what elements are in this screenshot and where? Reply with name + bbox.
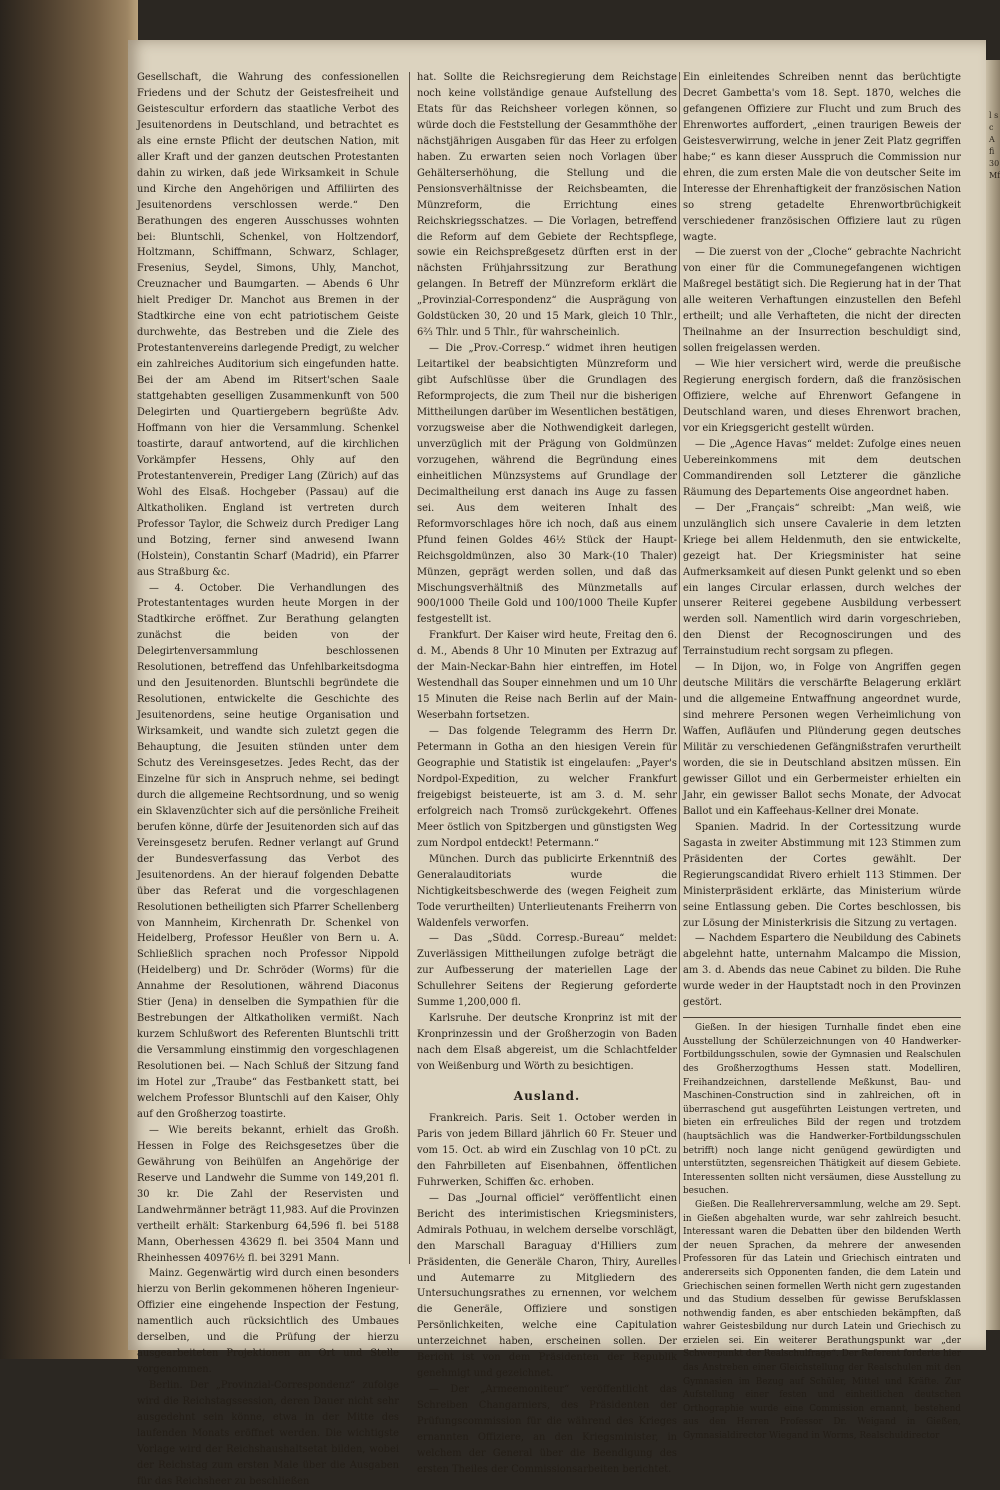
section-divider: [683, 1017, 961, 1018]
paragraph: Spanien. Madrid. In der Cortessitzung wurde Sagasta in zweiter Abstimmung mit 123 Stimmen zum Präsidenten der Cortes gewählt. Der Regierungscandidat Rivero erhielt 113 Stimmen. Der Ministerpräsident erklärte, das Ministerium würde seine Entlassung geben. Die Cortes beschlossen, bis zur Lösung der Ministerkrisis die Sitzung zu vertagen.: [683, 821, 961, 929]
paragraph: — Das „Journal officiel“ veröffentlicht einen Bericht des interimistischen Kriegsministers, Admirals Pothuau, in welchem derselbe vorschlägt, den Marschall Baraguay d'Hilliers zum Präsidenten, die Generäle Charon, Thiry, Aurelles und Autemarre zu Mitgliedern des Untersuchungsrathes zu ernennen, vor welchem die Generäle, Offiziere und sonstigen Persönlichkeiten, welche eine Capitulation unterzeichnet haben, erscheinen sollen. Der Bericht ist von dem Präsidenten der Republik genehmigt und gezeichnet.: [417, 1192, 677, 1380]
paragraph: Gesellschaft, die Wahrung des confessionellen Friedens und der Schutz der Geistesfreiheit und Geistescultur erfordern das staatliche Verbot des Jesuitenordens in Deutschland, und betrachtet es als eine ernste Pflicht der deutschen Nation, mit aller Kraft und der ganzen deutschen Protestanten dahin zu wirken, daß jede Wirksamkeit in Schule und Kirche den Angehörigen und Affiliirten des Jesuitenordens verschlossen werde.“ Den Berathungen des engeren Ausschusses wohnten bei: Bluntschli, Schenkel, von Holtzendorf, Holtzmann, Schiffmann, Schwarz, Schlager, Fresenius, Seydel, Simons, Uhly, Manchot, Creuznacher und Baumgarten. — Abends 6 Uhr hielt Prediger Dr. Manchot aus Bremen in der Stadtkirche eine von echt patriotischem Geiste durchwehte, das Bestreben und die Ziele des Protestantenvereins darlegende Predigt, zu welcher ein zahlreiches Auditorium sich eingefunden hatte. Bei der am Abend im Ritsert'schen Saale stattgehabten geselligen Zusammenkunft von 500 Delegirten und Quartiergebern begrüßte Adv. Hoffmann von hier die Versammlung. Schenkel toastirte, darauf antwortend, auf die kirchlichen Vorkämpfer Hessens, Ohly auf den Protestantenverein, Prediger Lang (Zürich) auf das Wohl des Elsaß. Hochgeber (Passau) auf die Altkatholiken. England ist vertreten durch Professor Taylor, die Schweiz durch Prediger Lang und Botzing, ferner sind anwesend Iwann (Holstein), Constantin Scharf (Madrid), ein Pfarrer aus Straßburg &c.: [137, 72, 399, 578]
paragraph: — Wie bereits bekannt, erhielt das Großh. Hessen in Folge des Reichsgesetzes über die Gewährung von Beihülfen an Angehörige der Reserve und Landwehr die Summe von 149,201 fl. 30 kr. Die Zahl der Reservisten und Landwehrmänner beträgt 11,983. Auf die Provinzen vertheilt erhält: Starkenburg 64,596 fl. bei 5188 Mann, Oberhessen 43629 fl. bei 3504 Mann und Rheinhessen 40976½ fl. bei 3291 Mann.: [137, 1124, 399, 1264]
paragraph: — Der „Armeemoniteur“ veröffentlicht das Schreiben Changarniers, des Präsidenten der Prüfungscommission für die während des Krieges ernannten Offiziere, an den Kriegsminister, in welchem der General über die Beendigung des ersten Theiles der Commissionsarbeiten berichtet.: [417, 1384, 677, 1475]
paragraph: Frankfurt. Der Kaiser wird heute, Freitag den 6. d. M., Abends 8 Uhr 10 Minuten per Extrazug auf der Main-Neckar-Bahn hier eintreffen, im Hotel Westendhall das Souper einnehmen und um 10 Uhr 15 Minuten die Reise nach Berlin auf der Main-Weserbahn fortsetzen.: [417, 630, 677, 722]
paragraph: hat. Sollte die Reichsregierung dem Reichstage noch keine vollständige genaue Aufstellung des Etats für das Reichsheer vorlegen können, so würde doch die Feststellung der Gesammthöhe der nächstjährigen Ausgaben für das Heer zu erfolgen haben. Zu erwarten seien noch Vorlagen über Gehälterserhöhung, die Stellung und die Pensionsverhältnisse der Reichsbeamten, die Münzreform, die Errichtung eines Reichskriegsschatzes. — Die Vorlagen, betreffend die Reform auf dem Gebiete der Rechtspflege, sowie ein Reichspreßgesetz dürften erst in der nächsten Frühjahrssitzung zur Berathung gelangen. In Betreff der Münzreform erklärt die „Provinzial-Correspondenz“ die Ausprägung von Goldstücken 30, 20 und 15 Mark, gleich 10 Thlr., 6⅔ Thlr. und 5 Thlr., für wahrscheinlich.: [417, 72, 677, 339]
paragraph: — In Dijon, wo, in Folge von Angriffen gegen deutsche Militärs die verschärfte Belagerung erklärt und die allgemeine Entwaffnung angeordnet wurde, sind mehrere Personen wegen Verheimlichung von Waffen, Aufläufen und Plünderung gegen deutsches Militär zu verschiedenen Gefängnißstrafen verurtheilt worden, die sie in Deutschland absitzen müssen. Ein gewisser Gillot und ein Gerbermeister erhielten ein Jahr, ein gewisser Ballot sechs Monate, der Advocat Ballot und ein Kaffeehaus-Kellner drei Monate.: [683, 662, 961, 817]
paragraph: — Wie hier versichert wird, werde die preußische Regierung energisch fordern, daß die französischen Offiziere, welche auf Ehrenwort Gefangene in Deutschland waren, und dieses Ehrenwort brachen, vor ein Kriegsgericht gestellt würden.: [683, 359, 961, 434]
paragraph: — Die „Prov.-Corresp.“ widmet ihren heutigen Leitartikel der beabsichtigten Münzreform und gibt Aufschlüsse über die Grundlagen des Reformprojects, die zum Theil nur die bisherigen Mittheilungen darüber im Wesentlichen bestätigen, vorzugsweise aber die Nothwendigkeit darlegen, unverzüglich mit der Prägung von Goldmünzen vorzugehen, während die Begründung eines einheitlichen Münzsystems auf Grundlage der Decimaltheilung erst danach ins Auge zu fassen sei. Aus dem weiteren Inhalt des Reformvorschlages höre ich noch, daß aus einem Pfund feinen Goldes 46½ Stück der Haupt-Reichsgoldmünzen, also 30 Mark-(10 Thaler) Münzen, geprägt werden sollen, und daß das Mischungsverhältniß des Münzmetalls auf 900/1000 Theile Gold und 100/1000 Theile Kupfer festgestellt ist.: [417, 343, 677, 626]
paragraph: — Das „Südd. Corresp.-Bureau“ meldet: Zuverlässigen Mittheilungen zufolge beträgt die zur Aufbesserung der materiellen Lage der Schullehrer Seitens der Regierung geforderte Summe 1,200,000 fl.: [417, 933, 677, 1009]
paragraph: — Die zuerst von der „Cloche“ gebrachte Nachricht von einer für die Communegefangenen wichtigen Maßregel bestätigt sich. Die Regierung hat in der That alle weiteren Verhaftungen einzustellen den Befehl ertheilt; und alle Verhafteten, die nicht der directen Theilnahme an der Insurrection beschuldigt sind, sollen freigelassen werden.: [683, 247, 961, 355]
paragraph: Mainz. Gegenwärtig wird durch einen besonders hierzu von Berlin gekommenen höheren Ingenieur-Offizier eine eingehende Inspection der Festung, namentlich auch rücksichtlich des Umbaues derselben, und die Prüfung der hierzu ausgearbeiteten Projektionen an Ort und Stelle vorgenommen.: [137, 1268, 399, 1376]
paragraph: — Die „Agence Havas“ meldet: Zufolge eines neuen Uebereinkommens mit dem deutschen Commandirenden soll Letzterer die gänzliche Räumung des Departements Oise angeordnet haben.: [683, 438, 961, 498]
next-page-edge: [986, 60, 1000, 1330]
column-2: [417, 70, 677, 1478]
book-binding: [0, 0, 138, 1359]
column-rule-left: [409, 72, 410, 1264]
column-3: [683, 70, 961, 1444]
paragraph: — Der „Français“ schreibt: „Man weiß, wie unzulänglich sich unsere Cavalerie in dem letzten Kriege bei allem Heldenmuth, den sie entwickelte, gezeigt hat. Der Kriegsminister hat seine Aufmerksamkeit auf diesen Punkt gelenkt und so eben ein langes Circular erlassen, durch welches der unserer Reiterei gegebene Ausbildung verbessert werden soll. Namentlich wird darin vorgeschrieben, den Dienst der Recognoscirungen und des Terrainstudium recht sorgsam zu pflegen.: [683, 502, 961, 658]
paragraph-small: Gießen. Die Reallehrerversammlung, welche am 29. Sept. in Gießen abgehalten wurde, war sehr zahlreich besucht. Interessant waren die Debatten über den bildenden Werth der neuen Sprachen, da mehrere der anwesenden Professoren für das Latein und Griechisch eintraten und andererseits sich Opponenten fanden, die dem Latein und Griechischen seinen formellen Werth nicht gern zugestanden und das Studium desselben für gewisse Berufsklassen nothwendig fanden, es aber entschieden bekämpften, daß wahrer Geistesbildung nur durch Latein und Griechisch zu erzielen sei. Ein weiterer Berathungspunkt war „der Schwerpunkt der Realschulfrage“. Der Referent forderte hier das Anstreben einer Gleichstellung der Realschulen mit den Gymnasien im Bezug auf Schüler, Mittel und Kräfte. Zur Aufstellung einer festen und einheitlichen deutschen Orthographie wurde eine Commission ernannt, bestehend aus den Herren Professor Dr. Weigand in Gießen, Gymnasialdirector Wiegand in Worms, Realschuldirector: [683, 1199, 961, 1442]
column-rule-right: [679, 72, 680, 1264]
paragraph: Karlsruhe. Der deutsche Kronprinz ist mit der Kronprinzessin und der Großherzogin von Baden nach dem Elsaß abgereist, um die Schlachtfelder von Weißenburg und Wörth zu besichtigen.: [417, 1013, 677, 1073]
paragraph: — Nachdem Espartero die Neubildung des Cabinets abgelehnt hatte, unternahm Malcampo die Mission, am 3. d. Abends das neue Cabinet zu bilden. Die Ruhe wurde weder in der Hauptstadt noch in den Provinzen gestört.: [683, 933, 961, 1009]
paragraph: Ein einleitendes Schreiben nennt das berüchtigte Decret Gambetta's vom 18. Sept. 1870, welches die gefangenen Offiziere zur Flucht und zum Bruch des Ehrenwortes auffordert, „einen traurigen Beweis der Geistesverwirrung, welche in jener Zeit Platz gegriffen habe;“ es kann dieser Ausspruch die Commission nur ehren, die zum ersten Male die von deutscher Seite im Interesse der Ehrenhaftigkeit der französischen Nation so streng getadelte Ehrenwortbrüchigkeit verschiedener französischen Offiziere laut zu rügen wagte.: [683, 72, 961, 243]
margin-fragments: l s c A fi 30 Mf: [989, 111, 1000, 180]
section-heading-ausland: Ausland.: [513, 1089, 581, 1104]
paragraph: München. Durch das publicirte Erkenntniß des Generalauditoriats wurde die Nichtigkeitsbeschwerde des (wegen Feigheit zum Tode verurtheilten) Unterlieutenants Freiherrn von Waldenfels verworfen.: [417, 853, 677, 929]
column-1: [137, 70, 399, 1490]
paragraph: Frankreich. Paris. Seit 1. October werden in Paris von jedem Billard jährlich 60 Fr. Steuer und vom 15. Oct. ab wird ein Zuschlag von 10 pCt. zu den Fahrbilleten auf Eisenbahnen, öffentlichen Fuhrwerken, Schiffen &c. erhoben.: [417, 1113, 677, 1188]
paragraph-small: Gießen. In der hiesigen Turnhalle findet eben eine Ausstellung der Schülerzeichnungen von 40 Handwerker-Fortbildungsschulen, sowie der Gymnasien und Realschulen des Großherzogthums Hessen statt. Modelliren, Freihandzeichnen, darstellende Meßkunst, Bau- und Maschinen-Construction sind in zahlreichen, oft in überraschend gut ausgeführten Leistungen vertreten, und bieten ein erfreuliches Bild der regen und trotzdem (hauptsächlich was die Handwerker-Fortbildungsschulen betrifft) noch lange nicht genügend gewürdigten und unterstützten, segensreichen Thätigkeit auf diesem Gebiete. Interessenten sollten nicht versäumen, diese Ausstellung zu besuchen.: [683, 1023, 961, 1197]
paragraph: Berlin. Der „Provinzial-Correspondenz“ zufolge wird die Reichstagssession, deren Dauer nicht sehr ausgedehnt sein könne, etwa in der Mitte des laufenden Monats eröffnet werden. Die wichtigste Vorlage wird der Reichshaushaltsetat bilden, wobei der Reichstag zum ersten Male über die Ausgaben für das Reichsheer zu beschließen: [137, 1380, 399, 1487]
paragraph: — Das folgende Telegramm des Herrn Dr. Petermann in Gotha an den hiesigen Verein für Geographie und Statistik ist eingelaufen: „Payer's Nordpol-Expedition, zu welcher Frankfurt freigebigst beisteuerte, ist am 3. d. M. sehr erfolgreich nach Tromsö zurückgekehrt. Offenes Meer östlich von Spitzbergen und günstigsten Weg zum Nordpol entdeckt! Petermann.“: [417, 726, 677, 849]
paragraph: — 4. October. Die Verhandlungen des Protestantentages wurden heute Morgen in der Stadtkirche eröffnet. Zur Berathung gelangten zunächst die beiden von der Delegirtenversammlung beschlossenen Resolutionen, betreffend das Unfehlbarkeitsdogma und den Jesuitenorden. Bluntschli begründete die Resolutionen, entwickelte die Geschichte des Jesuitenordens, seine heutige Organisation und Wirksamkeit, und wandte sich zuletzt gegen die Behauptung, die Jesuiten stünden unter dem Schutz des Vereinsgesetzes. Jedes Recht, das der Einzelne für sich in Anspruch nehme, sei bedingt durch die allgemeine Rechtsordnung, und so wenig ein Sklavenzüchter sich auf die persönliche Freiheit berufen könne, dürfe der Jesuitenorden sich auf das Vereinsgesetz berufen. Redner verlangt auf Grund der Bundesverfassung das Verbot des Jesuitenordens. An der hierauf folgenden Debatte über das Referat und die vorgeschlagenen Resolutionen betheiligten sich Pfarrer Schellenberg von Mannheim, Kirchenrath Dr. Schenkel von Heidelberg, Professor Heußler von Bern u. A. Schließlich sprachen noch Professor Nippold (Heidelberg) und Dr. Schröder (Worms) für die Annahme der Resolutionen, während Diaconus Stier (Jena) in denselben die Sympathien für die Bestrebungen der Altkatholiken vermißt. Nach kurzem Schlußwort des Referenten Bluntschli tritt die Versammlung einstimmig den vorgeschlagenen Resolutionen bei. — Nach Schluß der Sitzung fand im Hotel zur „Traube“ das Festbankett statt, bei welchem Professor Bluntschli auf den Kaiser, Ohly auf den Großherzog toastirte.: [137, 582, 399, 1120]
